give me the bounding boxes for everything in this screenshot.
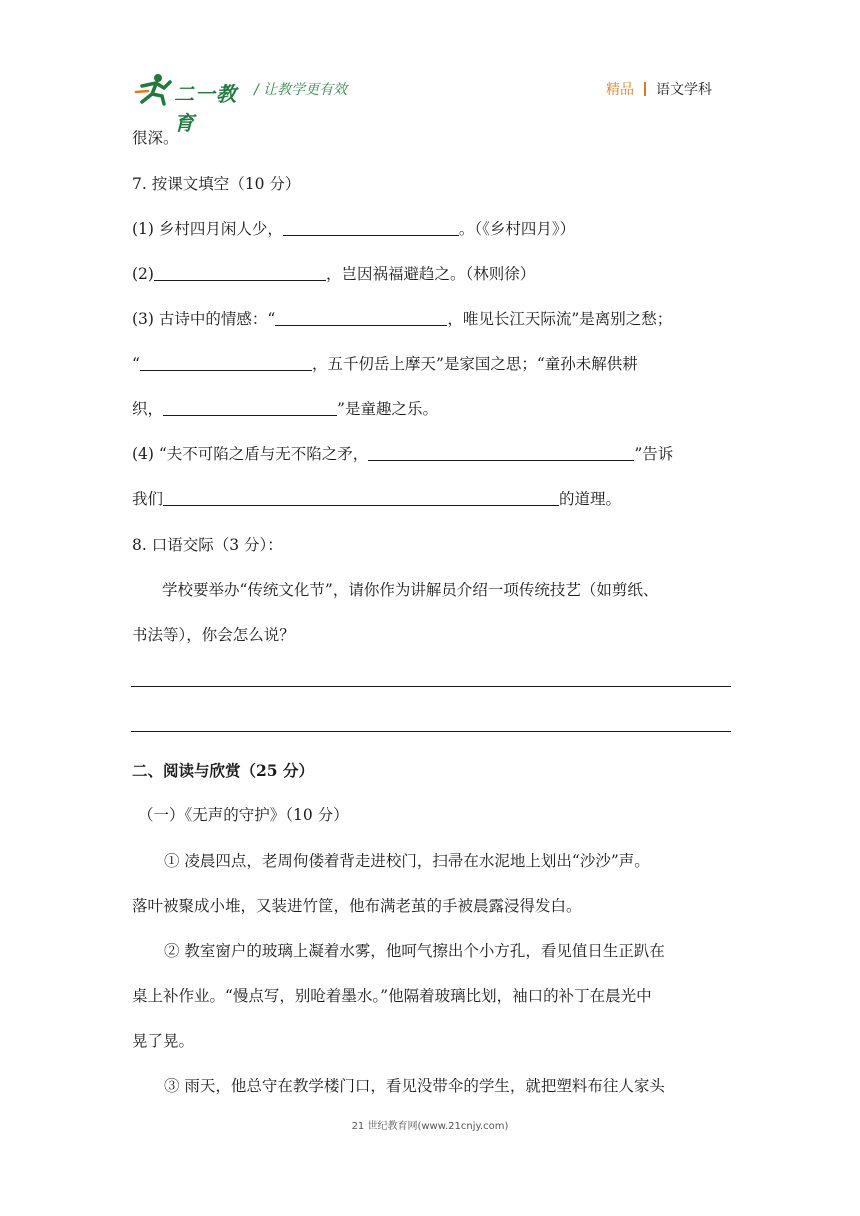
answer-blank[interactable] [154, 266, 326, 281]
para2-line3: 晃了晃。 [132, 1032, 195, 1050]
logo-text: 二一教育 [174, 82, 237, 135]
divider [644, 82, 646, 96]
q7-item-3-line-1 [132, 309, 672, 329]
q7-4-text-c: 我们 [132, 490, 164, 508]
answer-blank[interactable] [275, 311, 447, 326]
q7-item-3-line-3 [132, 399, 438, 419]
q7-3-text-e: 织， [132, 400, 164, 418]
logo [134, 72, 242, 135]
q7-item-1 [132, 219, 575, 239]
answer-blank[interactable] [163, 401, 337, 416]
para2-line1: ② 教室窗户的玻璃上凝着水雾，他呵气擦出个小方孔，看见值日生正趴在 [164, 942, 665, 960]
answer-blank[interactable] [283, 221, 459, 236]
q7-item-4-line-1 [132, 444, 673, 464]
q7-1-text-a: (1) 乡村四月闲人少， [132, 220, 283, 238]
page-header [134, 68, 730, 135]
q7-3-text-a: (3) 古诗中的情感：“ [132, 310, 276, 328]
q8-title: 8. 口语交际（3 分）： [132, 536, 283, 554]
answer-line[interactable] [131, 731, 731, 732]
para1-line2: 落叶被聚成小堆，又装进竹筐，他布满老茧的手被晨露浸得发白。 [132, 897, 582, 915]
q7-item-4-line-2 [132, 489, 621, 509]
section2-title: 二、阅读与欣赏（25 分） [132, 761, 314, 780]
q8-body-1: 学校要举办“传统文化节”，请你作为讲解员介绍一项传统技艺（如剪纸、 [162, 581, 659, 599]
answer-line[interactable] [131, 686, 731, 687]
q6-tail: 很深。 [132, 129, 179, 147]
slogan: / 让教学更有效 [254, 82, 348, 98]
answer-blank[interactable] [368, 446, 634, 461]
subject-label: 语文学科 [656, 82, 712, 98]
section2-subtitle: （一）《无声的守护》（10 分） [138, 806, 349, 824]
q7-4-text-b: ”告诉 [634, 445, 674, 463]
q7-2-text-b: ，岂因祸福避趋之。（林则徐） [325, 265, 536, 283]
q7-item-2 [132, 264, 535, 284]
para1-line1: ① 凌晨四点，老周佝偻着背走进校门，扫帚在水泥地上划出“沙沙”声。 [164, 852, 650, 870]
running-figure-icon [134, 72, 174, 106]
q7-1-text-b: 。（《乡村四月》） [458, 220, 576, 238]
q7-3-text-d: ，五千仞岳上摩天”是家国之思；“童孙未解供耕 [311, 355, 638, 373]
q7-3-text-f: ”是童趣之乐。 [337, 400, 438, 418]
page-footer: 21 世纪教育网(www.21cnjy.com) [351, 1121, 509, 1132]
q7-item-3-line-2 [132, 354, 638, 374]
q7-title: 7. 按课文填空（10 分） [132, 175, 301, 193]
para3-line1: ③ 雨天，他总守在教学楼门口，看见没带伞的学生，就把塑料布往人家头 [164, 1077, 665, 1095]
q8-body-2: 书法等），你会怎么说？ [132, 626, 295, 644]
q7-2-text-a: (2) [132, 265, 154, 283]
q7-4-text-d: 的道理。 [559, 490, 622, 508]
quality-label: 精品 [606, 82, 634, 98]
para2-line2: 桌上补作业。“慢点写，别呛着墨水。”他隔着玻璃比划，袖口的补丁在晨光中 [132, 987, 652, 1005]
q7-3-text-b: ，唯见长江天际流”是离别之愁； [447, 310, 673, 328]
q7-3-text-c: “ [132, 355, 140, 373]
answer-blank[interactable] [140, 356, 312, 371]
answer-blank[interactable] [163, 491, 559, 506]
header-right [606, 79, 712, 99]
q7-4-text-a: (4) “夫不可陷之盾与无不陷之矛， [132, 445, 369, 463]
